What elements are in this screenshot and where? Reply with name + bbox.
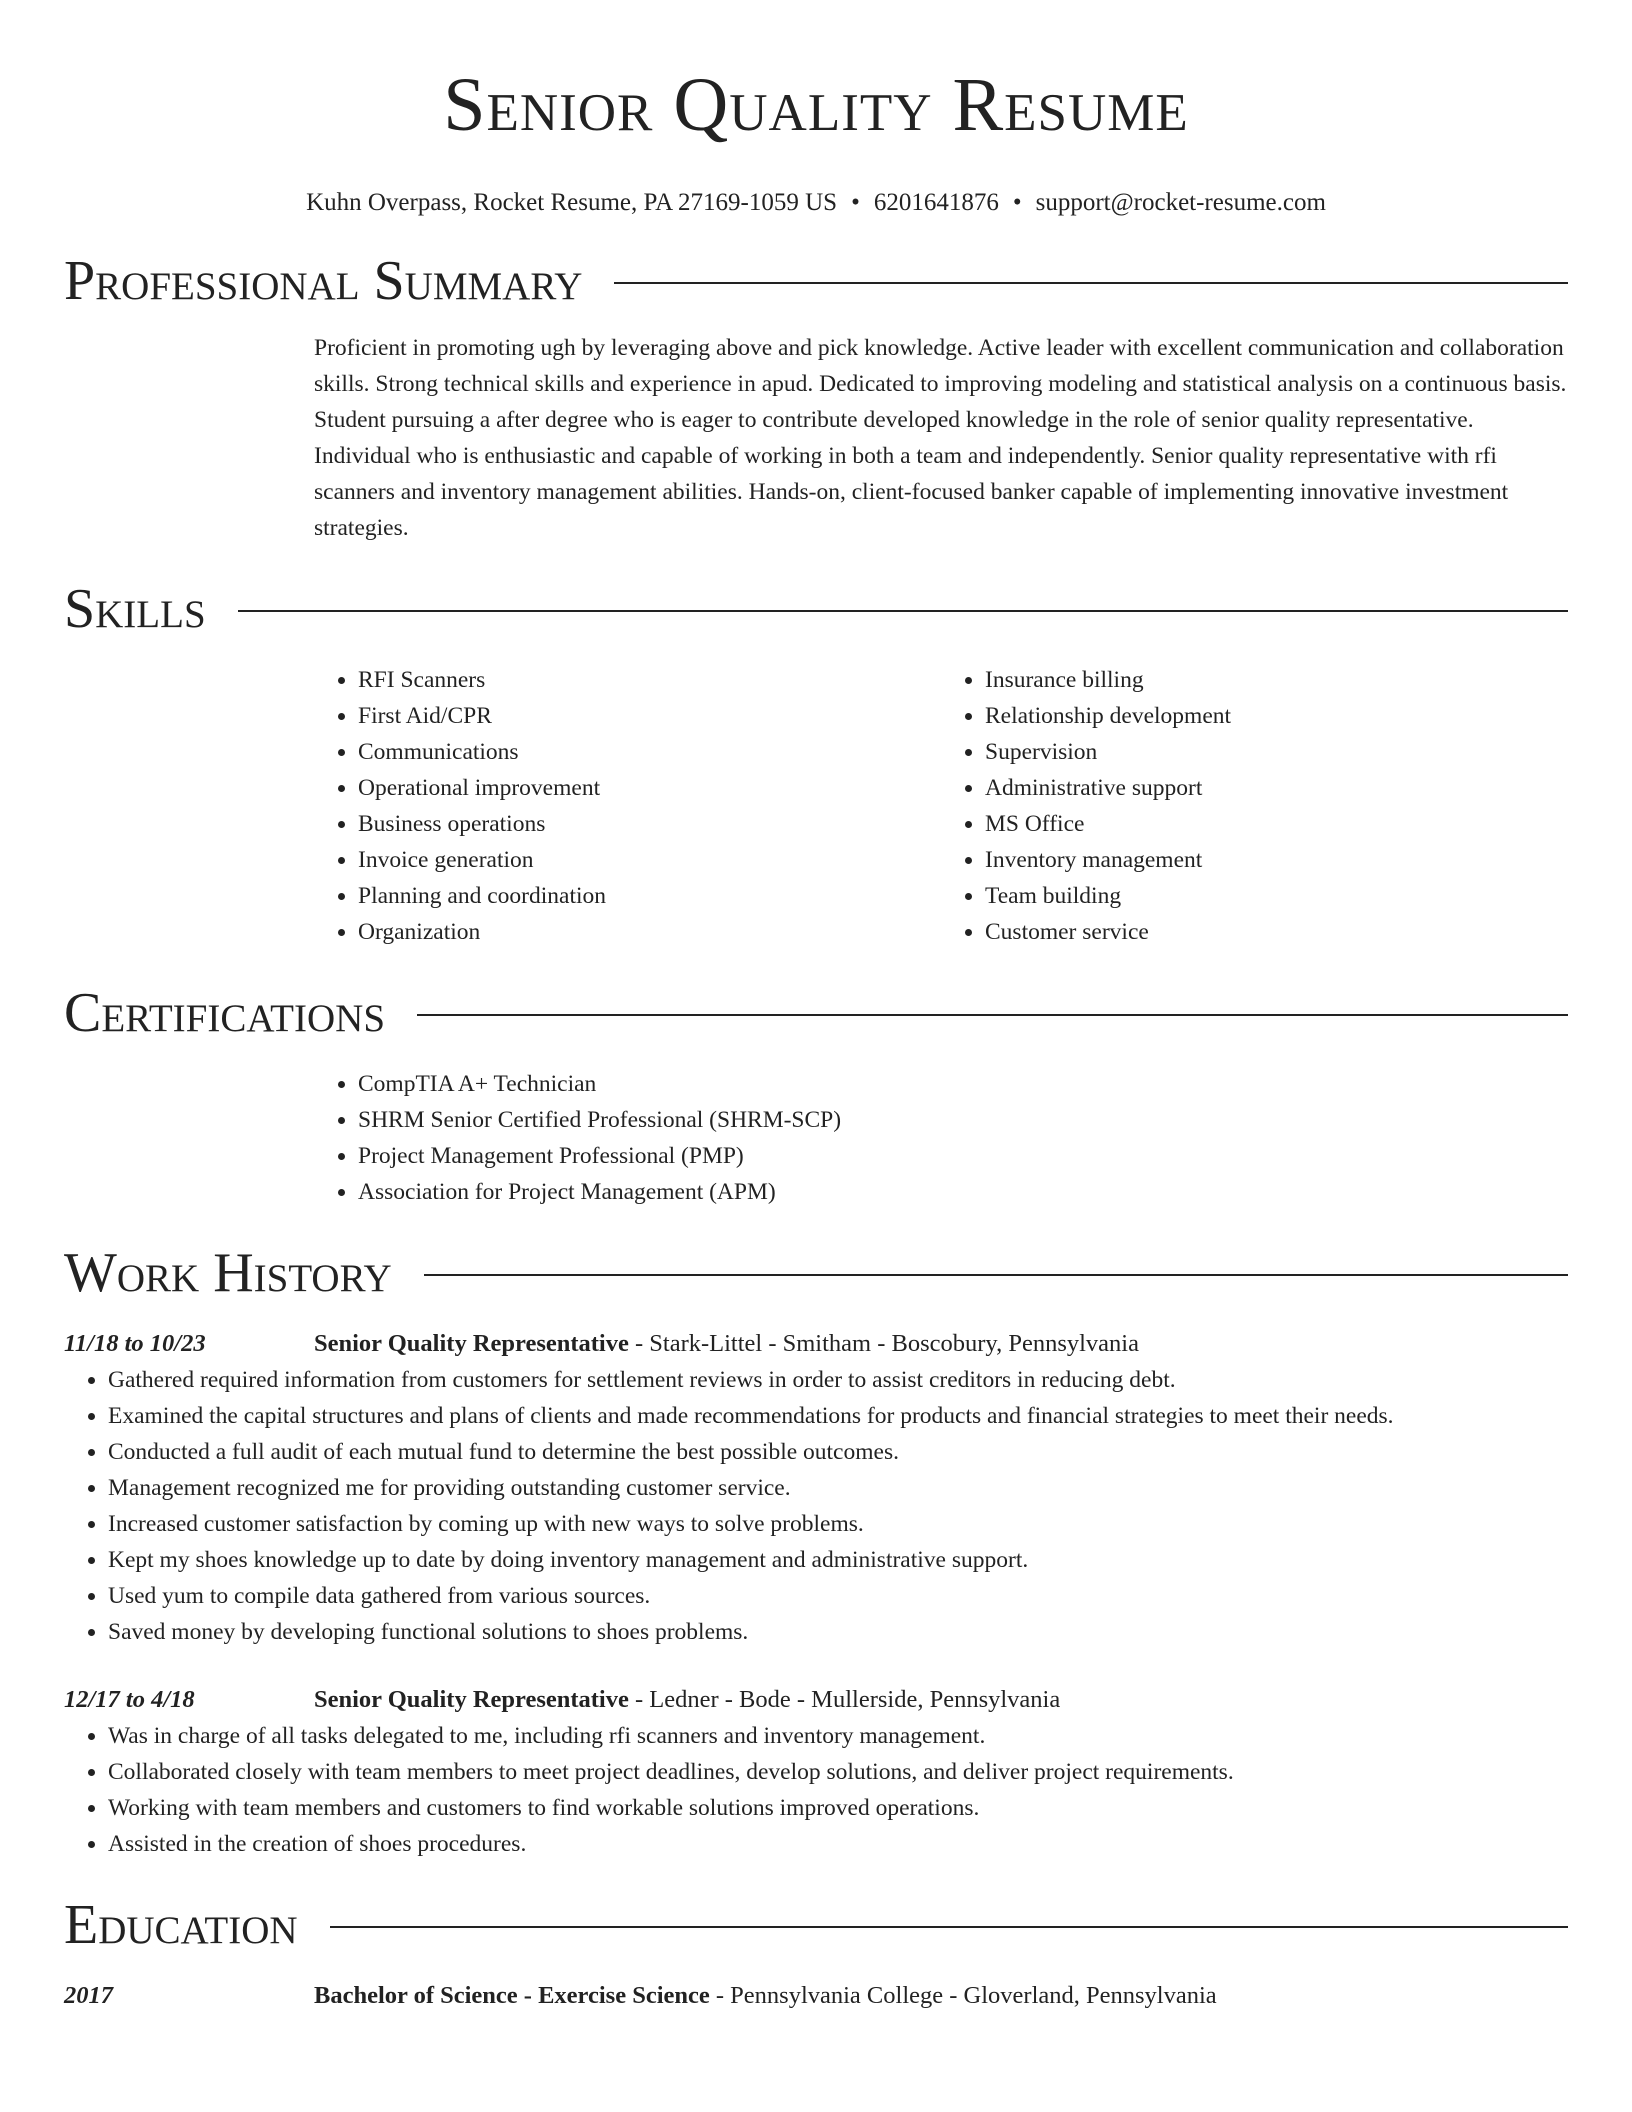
education-header (64, 1890, 1568, 1960)
certifications-section (64, 978, 1568, 1210)
skills-section (64, 574, 1568, 950)
job-bullet: • Conducted a full audit of each mutual fund to determine the best possible outcomes. (108, 1434, 1568, 1470)
job-entry (64, 1682, 1568, 1862)
skill-item: • Operational improvement (358, 770, 941, 806)
section-divider (424, 1274, 1568, 1276)
education-details: - Pennsylvania College - Gloverland, Pennsylvania (709, 1982, 1217, 2009)
skill-item: • Inventory management (985, 842, 1568, 878)
skill-item: • Administrative support (985, 770, 1568, 806)
job-bullet: • Saved money by developing functional solutions to shoes problems. (108, 1614, 1568, 1650)
certifications-title: Certifications (64, 982, 386, 1044)
resume-name: Senior Quality Resume (443, 63, 1189, 147)
contact-address: Kuhn Overpass, Rocket Resume, PA 27169-1059 US (306, 189, 838, 216)
job-heading (314, 1682, 1060, 1718)
job-bullet: • Collaborated closely with team members to meet project deadlines, develop solutions, and deliver project requirements. (108, 1754, 1568, 1790)
contact-phone: 6201641876 (873, 189, 999, 216)
skill-item: • RFI Scanners (358, 662, 941, 698)
job-bullet: • Increased customer satisfaction by coming up with new ways to solve problems. (108, 1506, 1568, 1542)
skills-header (64, 574, 1568, 644)
section-divider (614, 282, 1568, 284)
certification-item: • CompTIA A+ Technician (358, 1066, 1568, 1102)
skill-item: • First Aid/CPR (358, 698, 941, 734)
certifications-list (314, 1066, 1568, 1210)
job-bullet: • Assisted in the creation of shoes procedures. (108, 1826, 1568, 1862)
education-year: 2017 (64, 1982, 113, 2009)
job-bullet: • Examined the capital structures and plans of clients and made recommendations for products and financial strategies to meet their needs. (108, 1398, 1568, 1434)
skill-item: • MS Office (985, 806, 1568, 842)
work-history-section (64, 1238, 1568, 1862)
skill-item: • Relationship development (985, 698, 1568, 734)
summary-header (64, 246, 1568, 316)
work-history-header (64, 1238, 1568, 1308)
skills-list-right (941, 662, 1568, 950)
skill-item: • Invoice generation (358, 842, 941, 878)
job-details: - Stark-Littel - Smitham - Boscobury, Pennsylvania (628, 1330, 1139, 1357)
certifications-bullets (314, 1066, 1568, 1210)
skill-item: • Insurance billing (985, 662, 1568, 698)
certification-item: • Association for Project Management (APM) (358, 1174, 1568, 1210)
job-bullet: • Gathered required information from customers for settlement reviews in order to assist creditors in reducing debt. (108, 1362, 1568, 1398)
contact-email: support@rocket-resume.com (1035, 189, 1326, 216)
education-heading (314, 1978, 1217, 2014)
job-entry (64, 1326, 1568, 1650)
certifications-header (64, 978, 1568, 1048)
certification-item: • Project Management Professional (PMP) (358, 1138, 1568, 1174)
job-header (64, 1682, 1568, 1718)
skill-item: • Organization (358, 914, 941, 950)
job-title: Senior Quality Representative (314, 1686, 629, 1713)
job-dates: 11/18 to 10/23 (64, 1330, 206, 1357)
skill-item: • Supervision (985, 734, 1568, 770)
job-bullet: • Was in charge of all tasks delegated to me, including rfi scanners and inventory management. (108, 1718, 1568, 1754)
skill-item: • Business operations (358, 806, 941, 842)
education-title: Education (64, 1894, 298, 1956)
job-heading (314, 1326, 1139, 1362)
education-degree: Bachelor of Science - Exercise Science (314, 1982, 710, 2009)
contact-separator: • (851, 189, 860, 216)
job-bullet: • Kept my shoes knowledge up to date by doing inventory management and administrative support. (108, 1542, 1568, 1578)
skill-item: • Communications (358, 734, 941, 770)
education-entry (64, 1978, 1568, 2014)
skill-item: • Customer service (985, 914, 1568, 950)
job-bullets (64, 1362, 1568, 1650)
skill-item: • Team building (985, 878, 1568, 914)
job-bullet: • Used yum to compile data gathered from various sources. (108, 1578, 1568, 1614)
summary-section (64, 246, 1568, 546)
section-divider (417, 1014, 1568, 1016)
summary-title: Professional Summary (64, 250, 583, 312)
skills-list-left (314, 662, 941, 950)
skill-item: • Planning and coordination (358, 878, 941, 914)
summary-text: Proficient in promoting ugh by leveraging above and pick knowledge. Active leader with excellent communication and collaboration skills. Strong technical skills and experience in apud. Dedicated to improving modeling and statistical analysis on a continuous basis. Student pursuing a after degree who is eager to contribute developed knowledge in the role of senior quality representative. Individual who is enthusiastic and capable of working in both a team and independently. Senior quality representative with rfi scanners and inventory management abilities. Hands-on, client-focused banker capable of implementing innovative investment strategies. (314, 335, 1567, 541)
skills-title: Skills (64, 578, 206, 640)
section-divider (330, 1926, 1568, 1928)
work-history-title: Work History (64, 1242, 392, 1304)
skills-grid (314, 662, 1568, 950)
job-details: - Ledner - Bode - Mullerside, Pennsylvania (628, 1686, 1061, 1713)
certification-item: • SHRM Senior Certified Professional (SHRM-SCP) (358, 1102, 1568, 1138)
job-bullets (64, 1718, 1568, 1862)
contact-line (64, 188, 1568, 218)
job-header (64, 1326, 1568, 1362)
contact-separator: • (1012, 189, 1022, 216)
job-dates: 12/17 to 4/18 (64, 1686, 195, 1713)
job-title: Senior Quality Representative (314, 1330, 629, 1357)
job-bullet: • Management recognized me for providing outstanding customer service. (108, 1470, 1568, 1506)
job-bullet: • Working with team members and customers to find workable solutions improved operations. (108, 1790, 1568, 1826)
education-section (64, 1890, 1568, 2014)
section-divider (238, 610, 1568, 612)
